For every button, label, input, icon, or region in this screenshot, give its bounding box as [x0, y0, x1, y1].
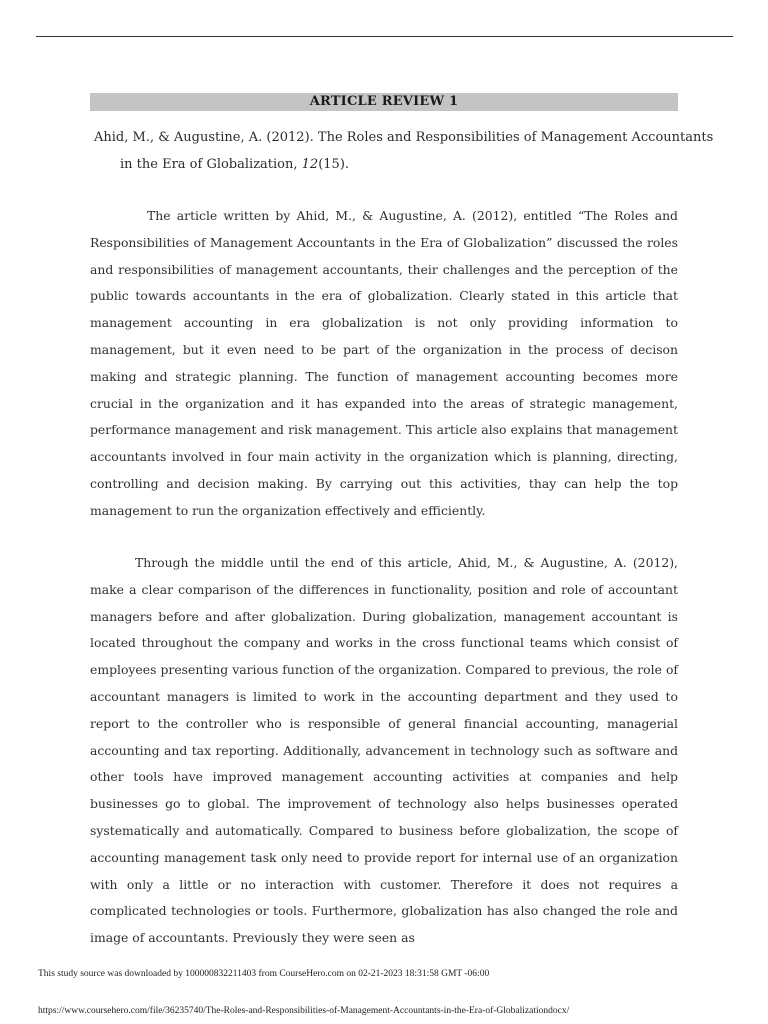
body-paragraph-2: Through the middle until the end of this article, Ahid, M., & Augustine, A. (2012), make a clear comparison of the differences in functionality, position and role of accountant managers before and after globalization. During globalization, management accountant is located throughout the company and works in the cross functional teams which consist of employees presenting various function of the organization. Compared to previous, the role of accountant managers is limited to work in the accounting department and they used to report to the controller who is responsible of general financial accounting, managerial accounting and tax reporting. Additionally, advancement in technology such as software and other tools have improved management accounting activities at companies and help businesses go to global. The improvement of technology also helps businesses operated systematically and automatically. Compared to business before globalization, the scope of accounting management task only need to provide report for internal use of an organization with only a little or no interaction with customer. Therefore it does not requires a complicated technologies or tools. Furthermore, globalization has also changed the role and image of accountants. Previously they were seen as — [90, 555, 678, 946]
citation-journal: in the Era of Globalization, — [120, 157, 302, 172]
document-title: ARTICLE REVIEW 1 — [90, 93, 678, 111]
citation-issue: (15). — [318, 157, 350, 172]
body-paragraph-1: The article written by Ahid, M., & Augustine, A. (2012), entitled “The Roles and Responsibilities of Management Accountants in the Era of Globalization” discussed the roles and responsibilities of management accountants, their challenges and the perception of the public towards accountants in the era of globalization. Clearly stated in this article that management accounting in era globalization is not only providing information to management, but it even need to be part of the organization in the process of decison making and strategic planning. The function of management accounting becomes more crucial in the organization and it has expanded into the areas of strategic management, performance management and risk management. This article also explains that management accountants involved in four main activity in the organization which is planning, directing, controlling and decision making. By carrying out this activities, thay can help the top management to run the organization effectively and efficiently. — [90, 208, 678, 518]
citation-volume: 12 — [301, 157, 319, 172]
download-notice: This study source was downloaded by 100000832211403 from CourseHero.com on 02-21-2023 18:31:58 GMT -06:00 — [38, 969, 490, 979]
source-url-link[interactable]: https://www.coursehero.com/file/36235740/The-Roles-and-Responsibilities-of-Management-Accountants-in-the-Era-of-Globalizationdocx/ — [38, 1006, 570, 1016]
citation-line-2 — [90, 151, 680, 178]
citation — [90, 124, 714, 178]
header-divider — [36, 36, 733, 37]
citation-line-1: Ahid, M., & Augustine, A. (2012). The Roles and Responsibilities of Management Accountants — [94, 130, 714, 145]
